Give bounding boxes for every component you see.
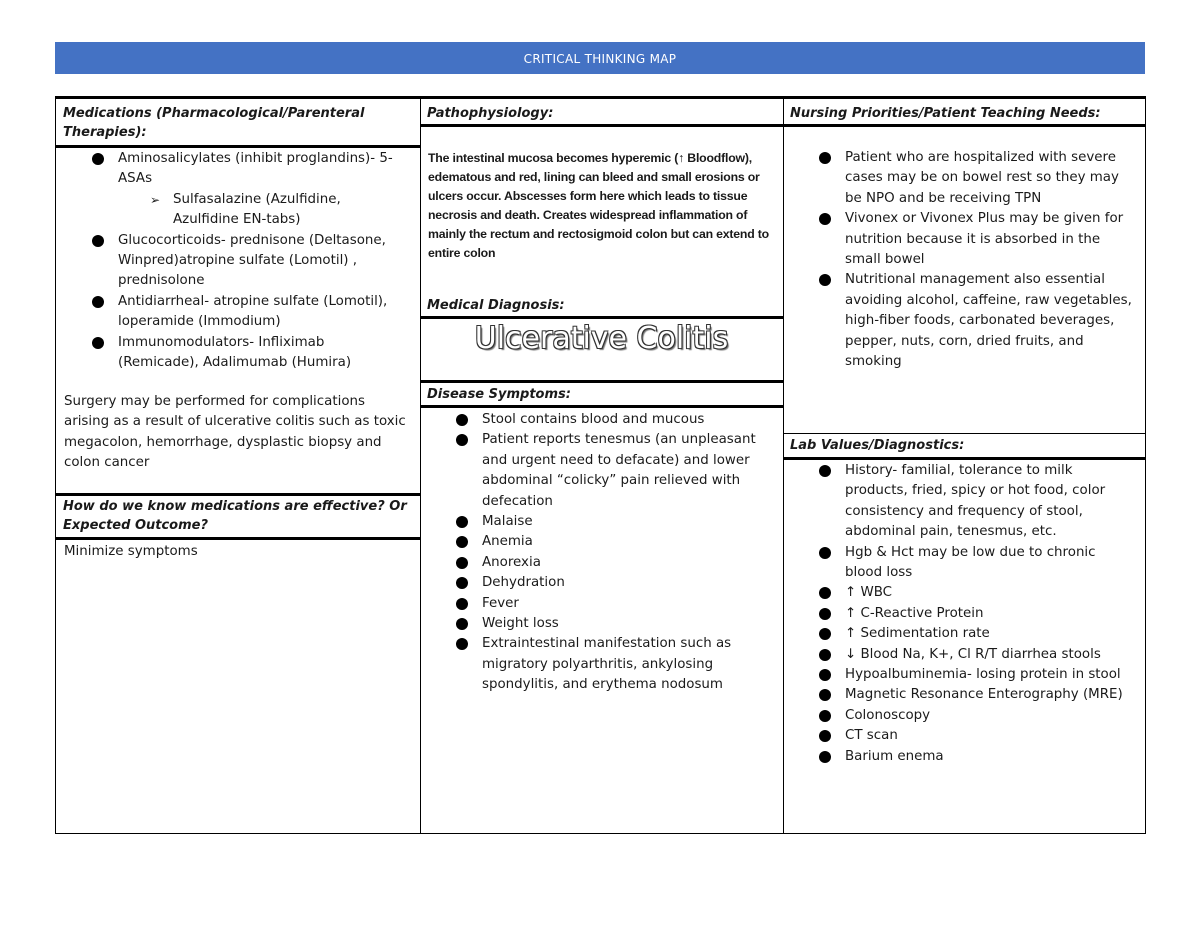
bullet-icon: [819, 587, 831, 599]
bullet-icon: [456, 536, 468, 548]
list-item: Weight loss: [420, 614, 783, 634]
bullet-icon: [456, 638, 468, 650]
pathophysiology-column: [420, 99, 784, 833]
list-item: Stool contains blood and mucous: [420, 410, 783, 430]
bullet-icon: [456, 618, 468, 630]
bullet-icon: [92, 296, 104, 308]
list-item: Magnetic Resonance Enterography (MRE): [783, 685, 1145, 705]
list-item: ↑ WBC: [783, 583, 1145, 603]
nursing-priorities-header: Nursing Priorities/Patient Teaching Needs:: [790, 106, 1101, 121]
lab-values-header: Lab Values/Diagnostics:: [790, 438, 965, 453]
list-item: Malaise: [420, 512, 783, 532]
list-item: ↑ Sedimentation rate: [783, 624, 1145, 644]
medical-diagnosis-header: Medical Diagnosis:: [427, 298, 565, 313]
bullet-icon: [456, 598, 468, 610]
list-item: Patient who are hospitalized with severe cases may be on bowel rest so they may be NPO and be receiving TPN: [783, 148, 1145, 209]
bullet-icon: [456, 516, 468, 528]
medications-column: [56, 99, 421, 833]
bullet-icon: [456, 577, 468, 589]
critical-thinking-table: [55, 96, 1146, 834]
list-item: Antidiarrheal- atropine sulfate (Lomotil), loperamide (Immodium): [56, 292, 420, 333]
bullet-icon: [819, 274, 831, 286]
nursing-list: [783, 148, 1145, 372]
list-item: ↑ C-Reactive Protein: [783, 604, 1145, 624]
disease-symptoms-header: Disease Symptoms:: [427, 387, 571, 402]
bullet-icon: [456, 557, 468, 569]
list-item: Hgb & Hct may be low due to chronic blood loss: [783, 543, 1145, 584]
list-item: ↓ Blood Na, K+, Cl R/T diarrhea stools: [783, 645, 1145, 665]
medications-header: Medications (Pharmacological/Parenteral Therapies):: [63, 106, 365, 140]
medical-diagnosis-value: Ulcerative Colitis: [474, 321, 729, 356]
list-item: Patient reports tenesmus (an unpleasant and urgent need to defacate) and lower abdominal “colicky” pain relieved with defecation: [420, 430, 783, 512]
bullet-icon: [819, 213, 831, 225]
bullet-icon: [819, 628, 831, 640]
bullet-icon: [819, 751, 831, 763]
pathophysiology-text: The intestinal mucosa becomes hyperemic (↑ Bloodflow), edematous and red, lining can bleed and small erosions or ulcers occur. Abscesses form here which leads to tissue necrosis and death. Creates widespread inflammation of mainly the rectum and rectosigmoid colon but can extend to entire colon: [428, 151, 769, 260]
arrowhead-bullet-icon: ➢: [150, 192, 161, 207]
pathophysiology-header: Pathophysiology:: [427, 106, 554, 121]
bullet-icon: [819, 710, 831, 722]
list-item: Barium enema: [783, 747, 1145, 767]
list-item: CT scan: [783, 726, 1145, 746]
list-item: Anorexia: [420, 553, 783, 573]
list-item: Dehydration: [420, 573, 783, 593]
page-banner: CRITICAL THINKING MAP: [55, 42, 1145, 74]
list-item: Vivonex or Vivonex Plus may be given for nutrition because it is absorbed in the small bowel: [783, 209, 1145, 270]
bullet-icon: [456, 434, 468, 446]
nursing-column: [783, 99, 1145, 833]
lab-values-list: [783, 461, 1145, 767]
list-item: Hypoalbuminemia- losing protein in stool: [783, 665, 1145, 685]
surgery-note: Surgery may be performed for complications arising as a result of ulcerative colitis such as toxic megacolon, hemorrhage, dysplastic biopsy and colon cancer: [64, 394, 406, 471]
bullet-icon: [92, 153, 104, 165]
bullet-icon: [819, 649, 831, 661]
effectiveness-text: Minimize symptoms: [64, 544, 198, 559]
list-item: Aminosalicylates (inhibit proglandins)- 5-ASAs: [56, 149, 420, 190]
bullet-icon: [819, 608, 831, 620]
list-item: Nutritional management also essential avoiding alcohol, caffeine, raw vegetables, high-fiber foods, carbonated beverages, pepper, nuts, corn, dried fruits, and smoking: [783, 270, 1145, 372]
list-item: Fever: [420, 594, 783, 614]
list-item: Anemia: [420, 532, 783, 552]
bullet-icon: [819, 152, 831, 164]
list-item: ➢ Sulfasalazine (Azulfidine, Azulfidine EN-tabs): [150, 191, 341, 228]
list-item: Glucocorticoids- prednisone (Deltasone, Winpred)atropine sulfate (Lomotil) , prednisolone: [56, 231, 420, 292]
list-item: Extraintestinal manifestation such as migratory polyarthritis, ankylosing spondylitis, and erythema nodosum: [420, 634, 783, 695]
list-item: Colonoscopy: [783, 706, 1145, 726]
bullet-icon: [819, 669, 831, 681]
bullet-icon: [456, 414, 468, 426]
list-item: History- familial, tolerance to milk products, fried, spicy or hot food, color consistency and frequency of stool, abdominal pain, tenesmus, etc.: [783, 461, 1145, 543]
bullet-icon: [92, 235, 104, 247]
bullet-icon: [819, 730, 831, 742]
bullet-icon: [92, 337, 104, 349]
medications-list: [56, 149, 420, 373]
bullet-icon: [819, 465, 831, 477]
effectiveness-header: How do we know medications are effective? Or Expected Outcome?: [63, 499, 407, 533]
bullet-icon: [819, 547, 831, 559]
bullet-icon: [819, 689, 831, 701]
list-item: Immunomodulators- Infliximab (Remicade), Adalimumab (Humira): [56, 333, 420, 374]
symptoms-list: [420, 410, 783, 696]
